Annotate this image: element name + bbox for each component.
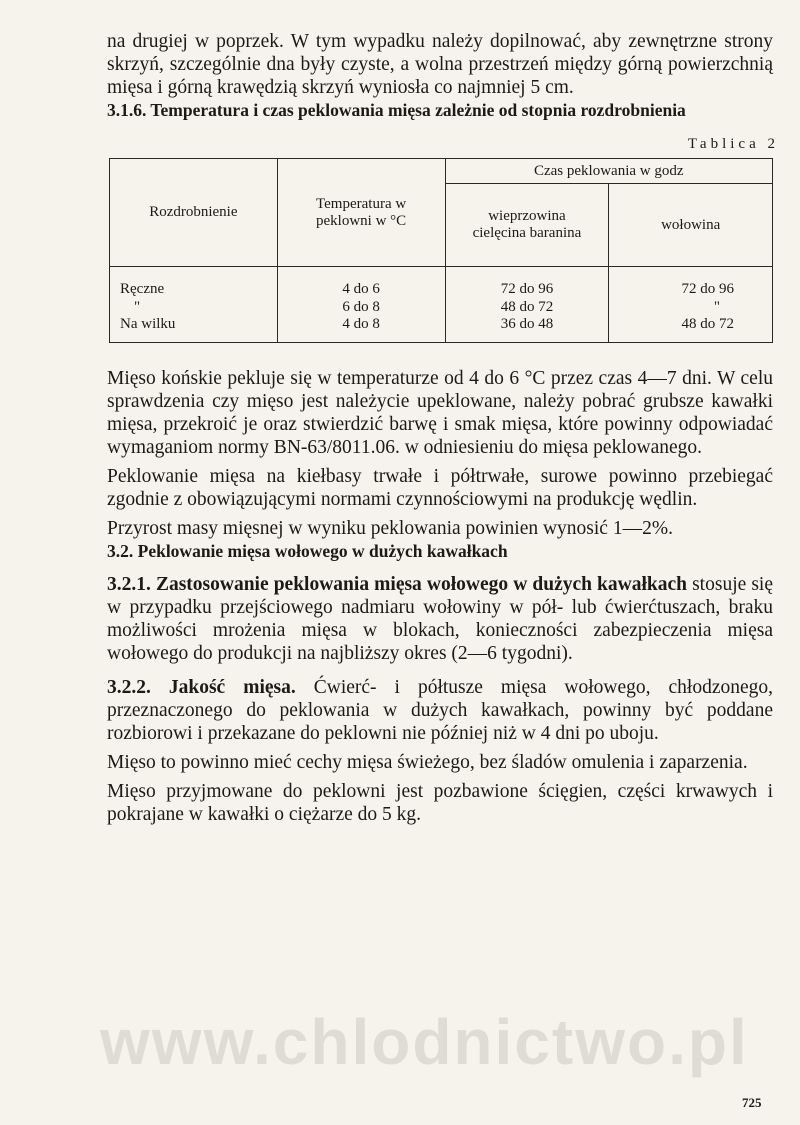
page-number: 725 (742, 1095, 762, 1110)
page-body (107, 30, 779, 826)
header-wieprzowina: wieprzowina cielęcina baranina (445, 184, 609, 267)
row-temp: 4 do 8 (342, 316, 380, 332)
paragraph-321-body: stosuje się w przypadku przejściowego nadmiaru wołowiny w pół- lub ćwierćtuszach, braku możliwości mrożenia mięsa w blokach, konieczności zabezpieczenia mięsa wołowego do produkcji na najbliższy okres (2—6 tygodni). (107, 573, 774, 664)
row-wieprz: 72 do 96 (500, 281, 554, 297)
header-rozdrobnienie: Rozdrobnienie (110, 159, 278, 267)
header-temperatura: Temperatura w peklowni w °C (277, 159, 445, 267)
row-wieprz: 48 do 72 (500, 298, 554, 315)
curing-table (109, 158, 773, 343)
section-32-heading: 3.2. Peklowanie mięsa wołowego w dużych kawałkach (107, 540, 508, 561)
header-wolowina: wołowina (609, 184, 773, 267)
row-wieprz: 36 do 48 (500, 316, 554, 332)
cell-rozdrobnienie (110, 267, 278, 343)
paragraph-kielbasy: Peklowanie mięsa na kiełbasy trwałe i półtrwałe, surowe powinno przebiegać zgodnie z obowiązującymi normami czynnościowymi na produkcję wędlin. (107, 465, 773, 510)
paragraph-322 (107, 676, 773, 745)
row-wol: 72 do 96 (681, 281, 734, 297)
row-name: " (134, 298, 141, 315)
cell-temperatura (277, 267, 445, 343)
row-wol: " (713, 298, 720, 315)
row-name: Ręczne (120, 281, 165, 297)
row-temp: 6 do 8 (342, 298, 380, 315)
paragraph-321 (107, 573, 773, 665)
paragraph-322-lead: 3.2.2. Jakość mięsa. (107, 676, 296, 698)
paragraph-przyjmowane: Mięso przyjmowane do peklowni jest pozbawione ścięgien, części krwawych i pokrajane w kawałki o ciężarze do 5 kg. (107, 780, 773, 825)
row-temp: 4 do 6 (342, 281, 380, 297)
paragraph-321-lead: 3.2.1. Zastosowanie peklowania mięsa wołowego w dużych kawałkach (107, 573, 687, 595)
paragraph-przyrost: Przyrost masy mięsnej w wyniku peklowania powinien wynosić 1—2%. (107, 517, 673, 539)
paragraph-swiezego: Mięso to powinno mieć cechy mięsa świeżego, bez śladów omulenia i zaparzenia. (107, 751, 748, 773)
header-czas: Czas peklowania w godz (445, 159, 772, 184)
row-name: Na wilku (120, 316, 176, 332)
table-body-row (110, 267, 773, 343)
cell-wieprzowina (445, 267, 609, 343)
row-wol: 48 do 72 (681, 316, 734, 332)
intro-paragraph: na drugiej w poprzek. W tym wypadku należy dopilnować, aby zewnętrzne strony skrzyń, szczególnie dna były czyste, a wolna przestrzeń między górną powierzchnią mięsa i górną krawędzią skrzyń wyniosła co najmniej 5 cm. (107, 31, 773, 98)
section-316-heading: 3.1.6. Temperatura i czas peklowania mięsa zależnie od stopnia rozdrobnienia (107, 100, 686, 120)
paragraph-322-body: Ćwierć- i półtusze mięsa wołowego, chłodzonego, przeznaczonego do peklowania w dużych kawałkach, powinny być poddane rozbiorowi i przekazane do peklowni nie później niż w 4 dni po uboju. (107, 676, 774, 744)
cell-wolowina (609, 267, 773, 343)
watermark: www.chlodnictwo.pl (100, 1006, 749, 1078)
table-caption: Tablica 2 (687, 136, 779, 152)
paragraph-konskie: Mięso końskie pekluje się w temperaturze od 4 do 6 °C przez czas 4—7 dni. W celu sprawdzenia czy mięso jest należycie upeklowane, należy pobrać grubsze kawałki mięsa, przekroić je oraz stwierdzić barwę i smak mięsa, które powinny odpowiadać wymaganiom normy BN-63/8011.06. w odniesieniu do mięsa peklowanego. (107, 367, 773, 458)
